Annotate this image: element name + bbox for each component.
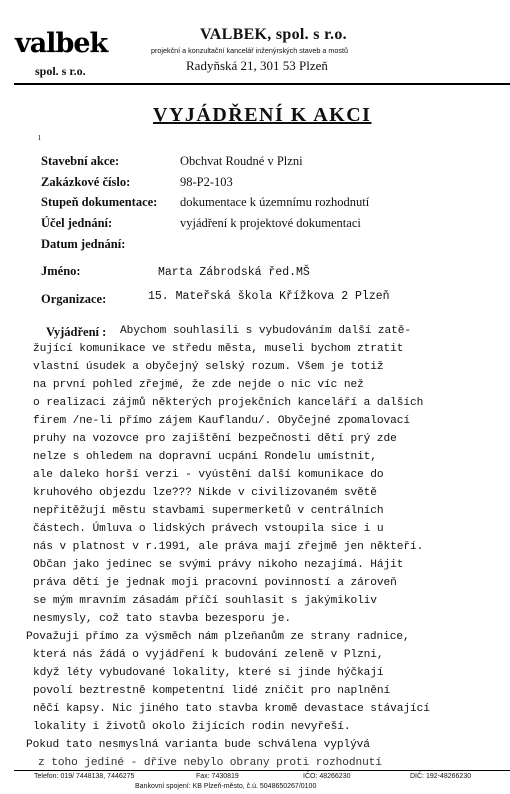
footer-rule	[14, 770, 510, 771]
statement-line: práva dětí je jednak moji pracovní povinností a zároveň	[33, 577, 397, 589]
footer-ico: IČO: 48266230	[303, 773, 351, 780]
logo-wordmark: valbek	[15, 28, 108, 59]
statement-line: která nás žádá o vyjádření k budování zeleně v Plzni,	[33, 649, 384, 661]
footer-phone: Telefon: 019/ 7448138, 7446275	[34, 773, 135, 780]
statement-line: něčí kapsy. Nic jiného tato stavba kromě devastace stávající	[33, 703, 430, 715]
statement-line: když léty vybudované lokality, které si jinde hýčkají	[33, 667, 384, 679]
statement-line: povolí beztrestně kompetentní lidé zničit pro naplnění	[33, 685, 391, 697]
statement-line: částech. Úmluva o lidských právech vstoupila sice i u	[33, 523, 384, 535]
statement-line: nepřitěžují městu stavbami supermerketů v centrálních	[33, 505, 384, 517]
company-description: projekční a konzultační kancelář inženýrských staveb a mostů	[151, 46, 348, 55]
statement-label: Vyjádření :	[46, 325, 107, 339]
company-address: Radyňská 21, 301 53 Plzeň	[186, 58, 328, 73]
statement-line: na první pohled zřejmé, že zde nejde o nic víc než	[33, 379, 364, 391]
field-label-datum-jednani: Datum jednání:	[41, 237, 126, 251]
statement-line: pruhy na vozovce pro zajištění bezpečnosti dětí prý zde	[33, 433, 397, 445]
margin-mark: ı	[38, 132, 41, 143]
footer-fax: Fax: 7430819	[196, 773, 239, 780]
field-label-zakazkove-cislo: Zakázkové číslo:	[41, 175, 131, 189]
logo-subtitle: spol. s r.o.	[35, 64, 86, 78]
field-label-stavebni-akce: Stavební akce:	[41, 154, 120, 168]
statement-line: se mým mravním zásadám příčí souhlasit s jakýmikoliv	[33, 595, 377, 607]
field-label-stupen-dokumentace: Stupeň dokumentace:	[41, 195, 158, 209]
statement-line: nelze s ohledem na dopravní ucpání Rondelu umístnit,	[33, 451, 377, 463]
statement-line: Považuji přímo za výsměch nám plzeňanům ze strany radnice,	[26, 631, 410, 643]
field-value-ucel-jednani: vyjádření k projektové dokumentaci	[180, 216, 361, 230]
statement-line: vlastní úsudek a obyčejný selský rozum. Všem je totiž	[33, 361, 384, 373]
footer-dic: DIČ: 192-48266230	[410, 773, 472, 780]
field-value-stavebni-akce: Obchvat Roudné v Plzni	[180, 154, 303, 168]
header-rule	[14, 83, 510, 85]
statement-line: firem /ne-li přímo zájem Kauflandu/. Obyčejné zpomalovací	[33, 415, 410, 427]
company-logo	[13, 28, 113, 82]
name-value: Marta Zábrodská řed.MŠ	[158, 266, 310, 279]
statement-line: ale daleko horší verzi - vyústění další komunikace do	[33, 469, 384, 481]
statement-line: o realizaci zájmů některých projekčních kanceláří a dalších	[33, 397, 424, 409]
footer-bank: Bankovní spojení: KB Plzeň-město, č.ú. 5048650267/0100	[135, 783, 317, 790]
field-value-zakazkove-cislo: 98-P2-103	[180, 175, 233, 189]
statement-line: Abychom souhlasili s vybudováním další zatě-	[120, 325, 411, 337]
field-label-ucel-jednani: Účel jednání:	[41, 216, 113, 230]
field-value-stupen-dokumentace: dokumentace k územnímu rozhodnutí	[180, 195, 370, 209]
organization-label: Organizace:	[41, 292, 107, 306]
organization-value: 15. Mateřská škola Křížkova 2 Plzeň	[148, 290, 390, 303]
statement-line: nás v platnost v r.1991, ale práva mají zřejmě jen někteří.	[33, 541, 424, 553]
statement-line: žující komunikace ve středu města, museli bychom ztratit	[33, 343, 404, 355]
statement-line: kruhového objezdu lze??? Nikde v civilizovaném světě	[33, 487, 377, 499]
statement-line: Občan jako jedinec se svými právy nikoho nezajímá. Hájit	[33, 559, 404, 571]
name-label: Jméno:	[41, 264, 81, 278]
statement-line: Pokud tato nesmyslná varianta bude schválena vyplývá	[26, 739, 370, 751]
statement-line: nesmysly, což tato stavba bezesporu je.	[33, 613, 291, 625]
company-name: VALBEK, spol. s r.o.	[200, 26, 347, 43]
statement-line: z toho jediné - dříve nebylo obrany proti rozhodnutí	[38, 757, 382, 769]
statement-line: lokality i životů okolo žijících rodin nevyřeší.	[33, 721, 351, 733]
document-title: VYJÁDŘENÍ K AKCI	[153, 104, 372, 126]
